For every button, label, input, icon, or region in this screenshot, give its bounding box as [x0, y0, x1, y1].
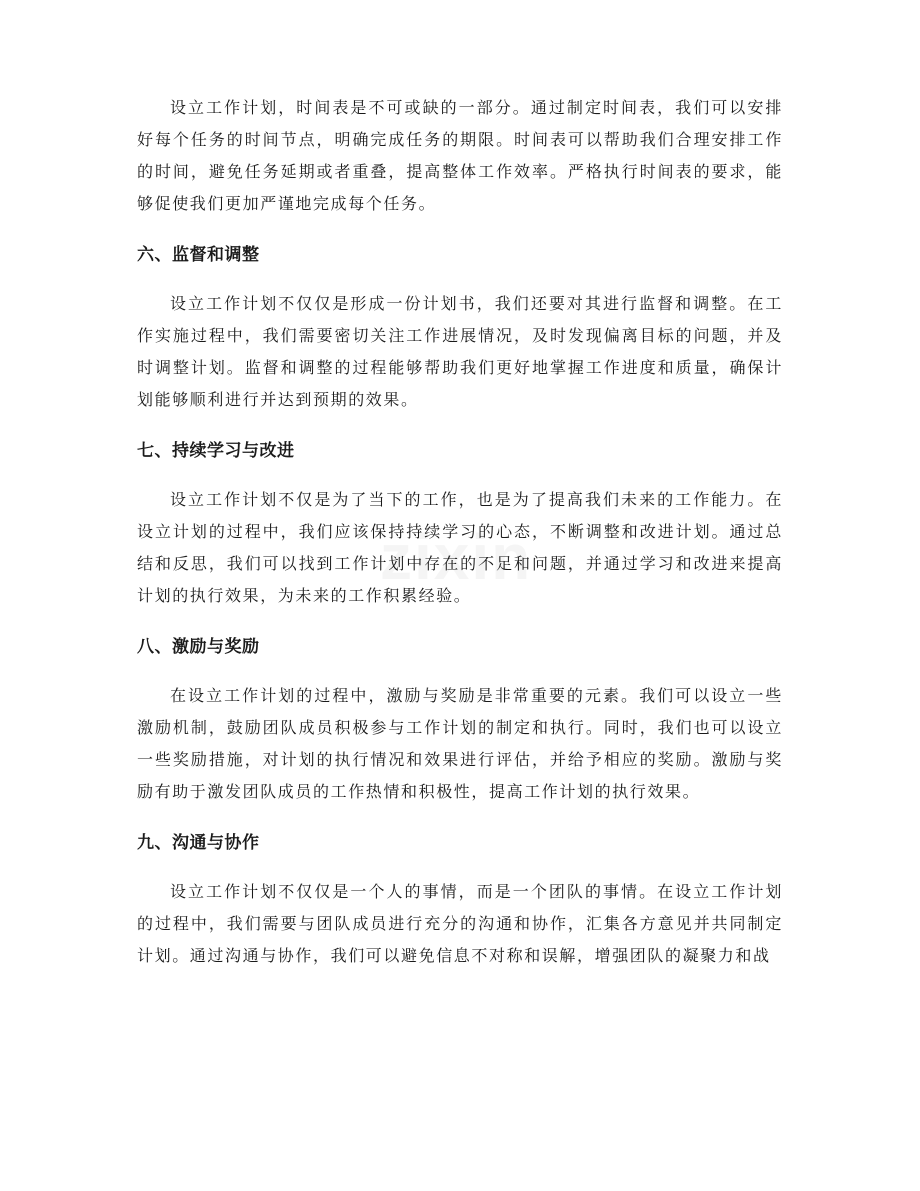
watermark-text: zixin [380, 521, 533, 593]
paragraph-incentive: 在设立工作计划的过程中，激励与奖励是非常重要的元素。我们可以设立一些激励机制，鼓励团队成员积极参与工作计划的制定和执行。同时，我们也可以设立一些奖励措施，对计划的执行情况和效果进行评估，并给予相应的奖励。激励与奖励有助于激发团队成员的工作热情和积极性，提高工作计划的执行效果。 [137, 686, 783, 801]
paragraph-communication: 设立工作计划不仅仅是一个人的事情，而是一个团队的事情。在设立工作计划的过程中，我们需要与团队成员进行充分的沟通和协作，汇集各方意见并共同制定计划。通过沟通与协作，我们可以避免信息不对称和误解，增强团队的凝聚力和战 [137, 882, 783, 965]
document-body [137, 92, 783, 972]
section-heading-communication: 九、沟通与协作 [137, 833, 260, 853]
paragraph-learning: 设立工作计划不仅是为了当下的工作，也是为了提高我们未来的工作能力。在设立计划的过程中，我们应该保持持续学习的心态，不断调整和改进计划。通过总结和反思，我们可以找到工作计划中存在的不足和问题，并通过学习和改进来提高计划的执行效果，为未来的工作积累经验。 [137, 490, 783, 605]
section-heading-supervision: 六、监督和调整 [137, 245, 260, 265]
paragraph-timetable: 设立工作计划，时间表是不可或缺的一部分。通过制定时间表，我们可以安排好每个任务的时间节点，明确完成任务的期限。时间表可以帮助我们合理安排工作的时间，避免任务延期或者重叠，提高整体工作效率。严格执行时间表的要求，能够促使我们更加严谨地完成每个任务。 [137, 98, 783, 213]
paragraph-supervision: 设立工作计划不仅仅是形成一份计划书，我们还要对其进行监督和调整。在工作实施过程中，我们需要密切关注工作进展情况，及时发现偏离目标的问题，并及时调整计划。监督和调整的过程能够帮助我们更好地掌握工作进度和质量，确保计划能够顺利进行并达到预期的效果。 [137, 294, 783, 409]
section-heading-learning: 七、持续学习与改进 [137, 441, 295, 461]
section-heading-incentive: 八、激励与奖励 [137, 637, 260, 657]
